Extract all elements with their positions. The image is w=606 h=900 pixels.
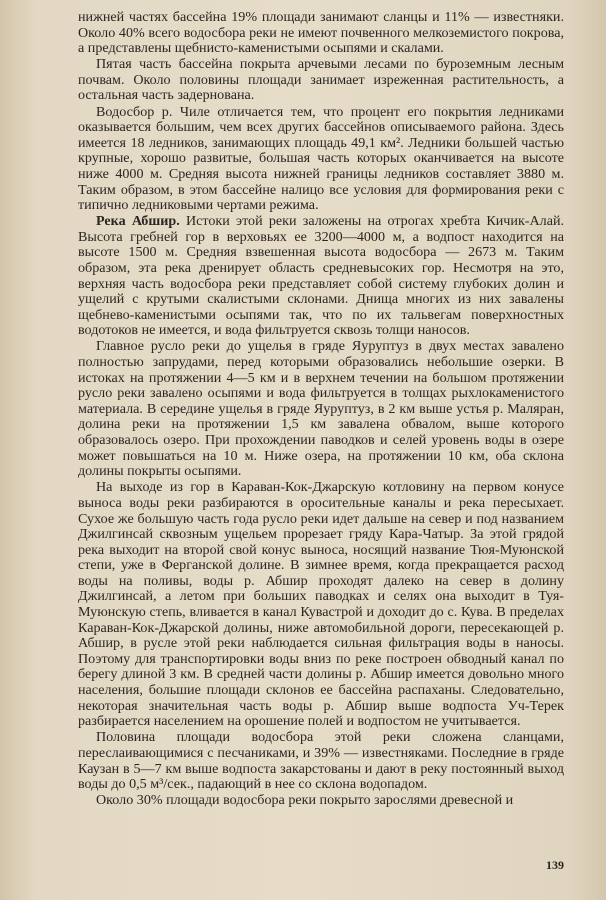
paragraph-7-text: Половина площади водосбора этой реки сложена сланцами, переслаивающимися с песчаниками, и 39% — известняками. Последние в гряде Каузан в 5—7 км выше водпоста закарстованы и дают в реку постоянный выход воды до 0,5 м³/сек., падающий в нее со склона водопадом. (78, 729, 564, 793)
paragraph-6 (78, 480, 564, 730)
paragraph-6-text: На выходе из гор в Караван-Кок-Джарскую котловину на первом конусе выноса воды реки разбираются в оросительные каналы и река пересыхает. Сухое же большую часть года русло реки идет дальше на север и под названием Джилгинсай сквозным ущельем прорезает гряду Кара-Чатыр. За этой грядой река выходит на второй свой конус выноса, носящий название Тюя-Муюнской степи, уже в Ферганской долине. В зимнее время, когда прекращается расход воды на поливы, воды р. Абшир проходят далеко на север в долину Джилгинсай, а летом при больших паводках и селях она выходит в Туя-Муюнскую степь, вливается в канал Кувастрой и доходит до с. Кува. В пределах Караван-Кок-Джарской долины, ниже автомобильной дороги, пересекающей р. Абшир, в русле этой реки наблюдается сильная фильтрация воды в наносы. Поэтому для транспортировки воды вниз по реке построен обводный канал по берегу длиной 3 км. В средней части долины р. Абшир имеется довольно много населения, большие площади склонов ее бассейна распаханы. Следовательно, некоторая значительная часть воды р. Абшир выше водпоста Уч-Терек разбирается населением на орошение полей и водпостом не учитывается. (78, 479, 564, 730)
paragraph-1-text: нижней частях бассейна 19% площади занимают сланцы и 11% — известняки. Около 40% всего водосбора реки не имеют почвенного мелкоземистого покрова, а представлены щебнисто-каменистыми осыпями и скалами. (78, 9, 564, 57)
paragraph-1 (78, 10, 564, 57)
paragraph-3 (78, 105, 564, 214)
body-text (78, 10, 564, 809)
section-heading-abshir: Река Абшир. (96, 213, 180, 230)
page-number: 139 (546, 858, 564, 872)
paragraph-8 (78, 793, 564, 809)
paragraph-4 (78, 214, 564, 339)
paragraph-5-text: Главное русло реки до ущелья в гряде Яуруптуз в двух местах завалено полностью запрудами, перед которыми образовались небольшие озерки. В истоках на протяжении 4—5 км и в верхнем течении на большом протяжении русло реки завалено осыпями и вода фильтруется в толщах рыхлокаменистого материала. В середине ущелья в гряде Яуруптуз, в 2 км выше устья р. Маляран, долина реки на протяжении 1,5 км завалена обвалом, выше которого образовалось озеро. При прохождении паводков и селей уровень воды в озере может повышаться на 10 м. Ниже озера, на протяжении 10 км, оба склона долины покрыты осыпями. (78, 338, 564, 480)
paragraph-7 (78, 730, 564, 792)
paragraph-8-text: Около 30% площади водосбора реки покрыто зарослями древесной и (96, 792, 514, 809)
paragraph-3-text: Водосбор р. Чиле отличается тем, что процент его покрытия ледниками оказывается большим, чем всех других бассейнов описываемого района. Здесь имеется 18 ледников, занимающих площадь 49,1 км². Ледники большей частью крупные, хорошо развитые, большая часть которых оканчивается на высоте ниже 4000 м. Средняя высота нижней границы ледников составляет 3880 м. Таким образом, в этом бассейне налицо все условия для формирования реки с типично ледниковыми чертами режима. (78, 103, 564, 214)
paragraph-2-text: Пятая часть бассейна покрыта арчевыми лесами по буроземным лесным почвам. Около половины площади занимает изреженная растительность, а остальная часть задернована. (78, 56, 564, 104)
paragraph-2 (78, 57, 564, 104)
paragraph-4-text: Истоки этой реки заложены на отрогах хребта Кичик-Алай. Высота гребней гор в верховьях ее 3200—4000 м, а водпост находится на высоте 1500 м. Средняя взвешенная высота водосбора — 2673 м. Таким образом, эта река дренирует область средневысоких гор. Несмотря на это, верхняя часть водосбора реки представляет собой систему глубоких долин и ущелий с крутыми скалистыми склонами. Днища многих из них завалены щебнево-каменистыми осыпями так, что по их тальвегам поверхностных водотоков не имеется, и вода фильтруется сквозь толщи наносов. (78, 213, 565, 339)
paragraph-5 (78, 339, 564, 479)
